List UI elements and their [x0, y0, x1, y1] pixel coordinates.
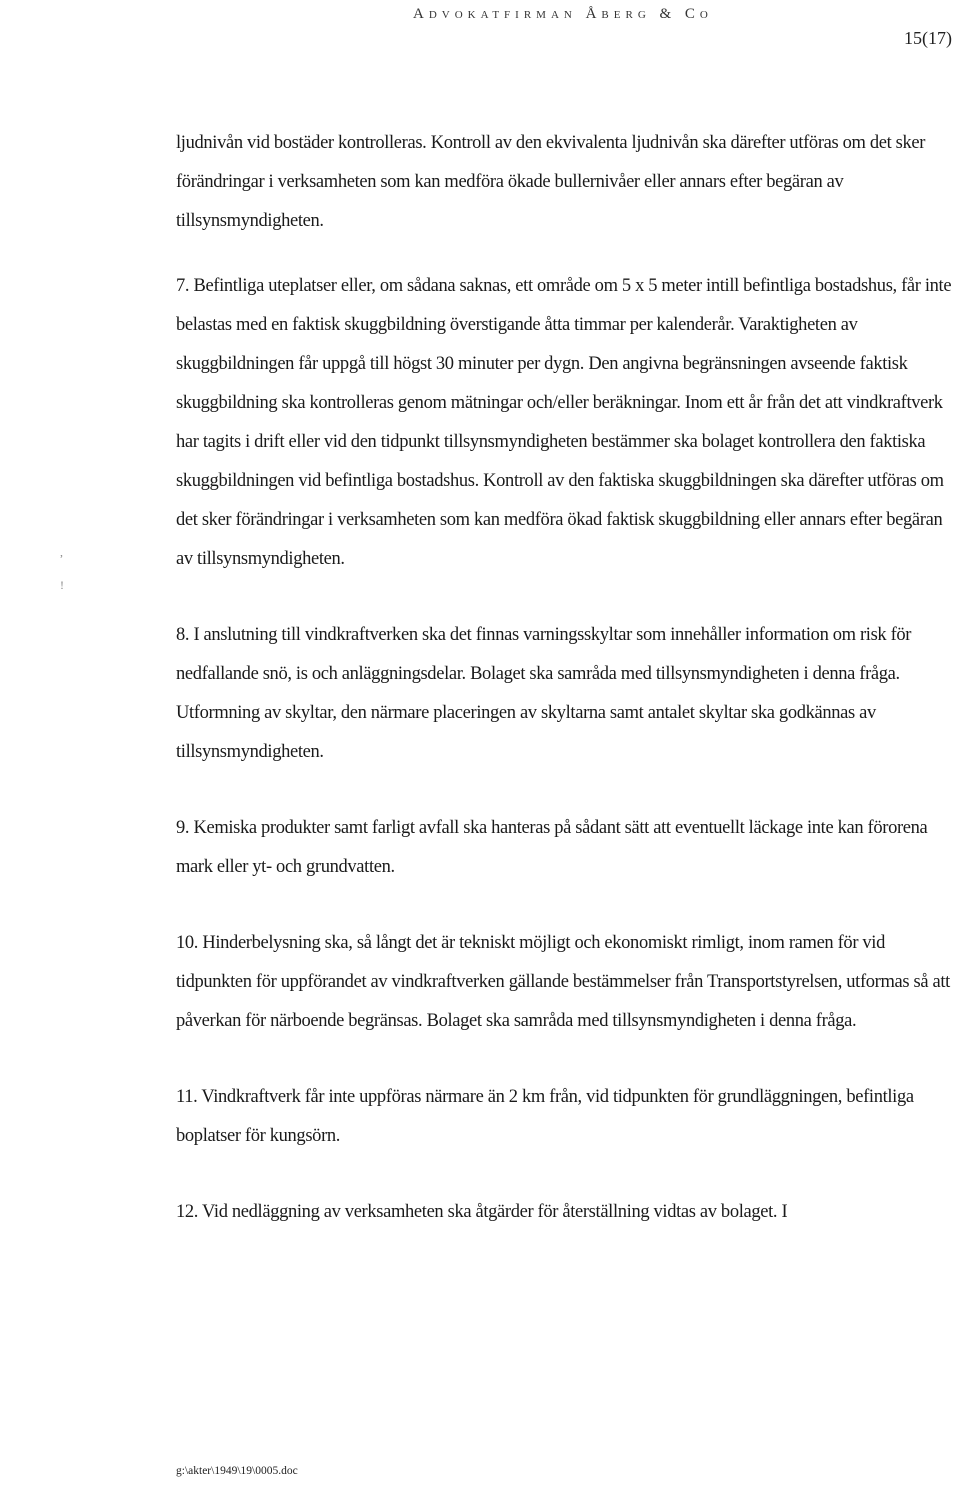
document-body	[176, 124, 958, 1269]
paragraph-8: 8. I anslutning till vindkraftverken ska det finnas varningsskyltar som innehåller information om risk för nedfallande snö, is och anläggningsdelar. Bolaget ska samråda med tillsynsmyndigheten i denna fråga. Utformning av skyltar, den närmare placeringen av skyltarna samt antalet skyltar ska godkännas av tillsynsmyndigheten.	[176, 625, 912, 762]
paragraph-continuation: ljudnivån vid bostäder kontrolleras. Kontroll av den ekvivalenta ljudnivån ska därefter utföras om det sker förändringar i verksamheten som kan medföra ökade bullernivåer eller annars efter begäran av tillsynsmyndigheten.	[176, 133, 926, 231]
paragraph-11: 11. Vindkraftverk får inte uppföras närmare än 2 km från, vid tidpunkten för grundläggningen, befintliga boplatser för kungsörn.	[176, 1087, 914, 1146]
page-number: 15(17)	[904, 28, 952, 48]
paragraph-9: 9. Kemiska produkter samt farligt avfall ska hanteras på sådant sätt att eventuellt läckage inte kan förorena mark eller yt- och grundvatten.	[176, 818, 928, 877]
paragraph-10: 10. Hinderbelysning ska, så långt det är tekniskt möjligt och ekonomiskt rimligt, inom ramen för vid tidpunkten för uppförandet av vindkraftverken gällande bestämmelser från Transportstyrelsen, utformas så att påverkan för närboende begränsas. Bolaget ska samråda med tillsynsmyndigheten i denna fråga.	[176, 933, 950, 1031]
firm-header: Advokatfirman Åberg & Co	[413, 6, 713, 22]
paragraph-7: 7. Befintliga uteplatser eller, om sådana saknas, ett område om 5 x 5 meter intill befintliga bostadshus, får inte belastas med en faktisk skuggbildning överstigande åtta timmar per kalenderår. Varaktigheten av skuggbildningen får uppgå till högst 30 minuter per dygn. Den angivna begränsningen avseende faktisk skuggbildning ska kontrolleras genom mätningar och/eller beräkningar. Inom ett år från det att vindkraftverk har tagits i drift eller vid den tidpunkt tillsynsmyndigheten bestämmer ska bolaget kontrollera den faktiska skuggbildningen vid befintliga bostadshus. Kontroll av den faktiska skuggbildningen ska därefter utföras om det sker förändringar i verksamheten som kan medföra ökad faktisk skuggbildning eller annars efter begäran av tillsynsmyndigheten.	[176, 276, 952, 569]
file-path-footer: g:\akter\1949\19\0005.doc	[176, 1465, 298, 1477]
paragraph-12: 12. Vid nedläggning av verksamheten ska åtgärder för återställning vidtas av bolaget. I	[176, 1202, 788, 1222]
scan-mark: !	[60, 578, 64, 592]
scan-mark: ,	[60, 545, 63, 559]
